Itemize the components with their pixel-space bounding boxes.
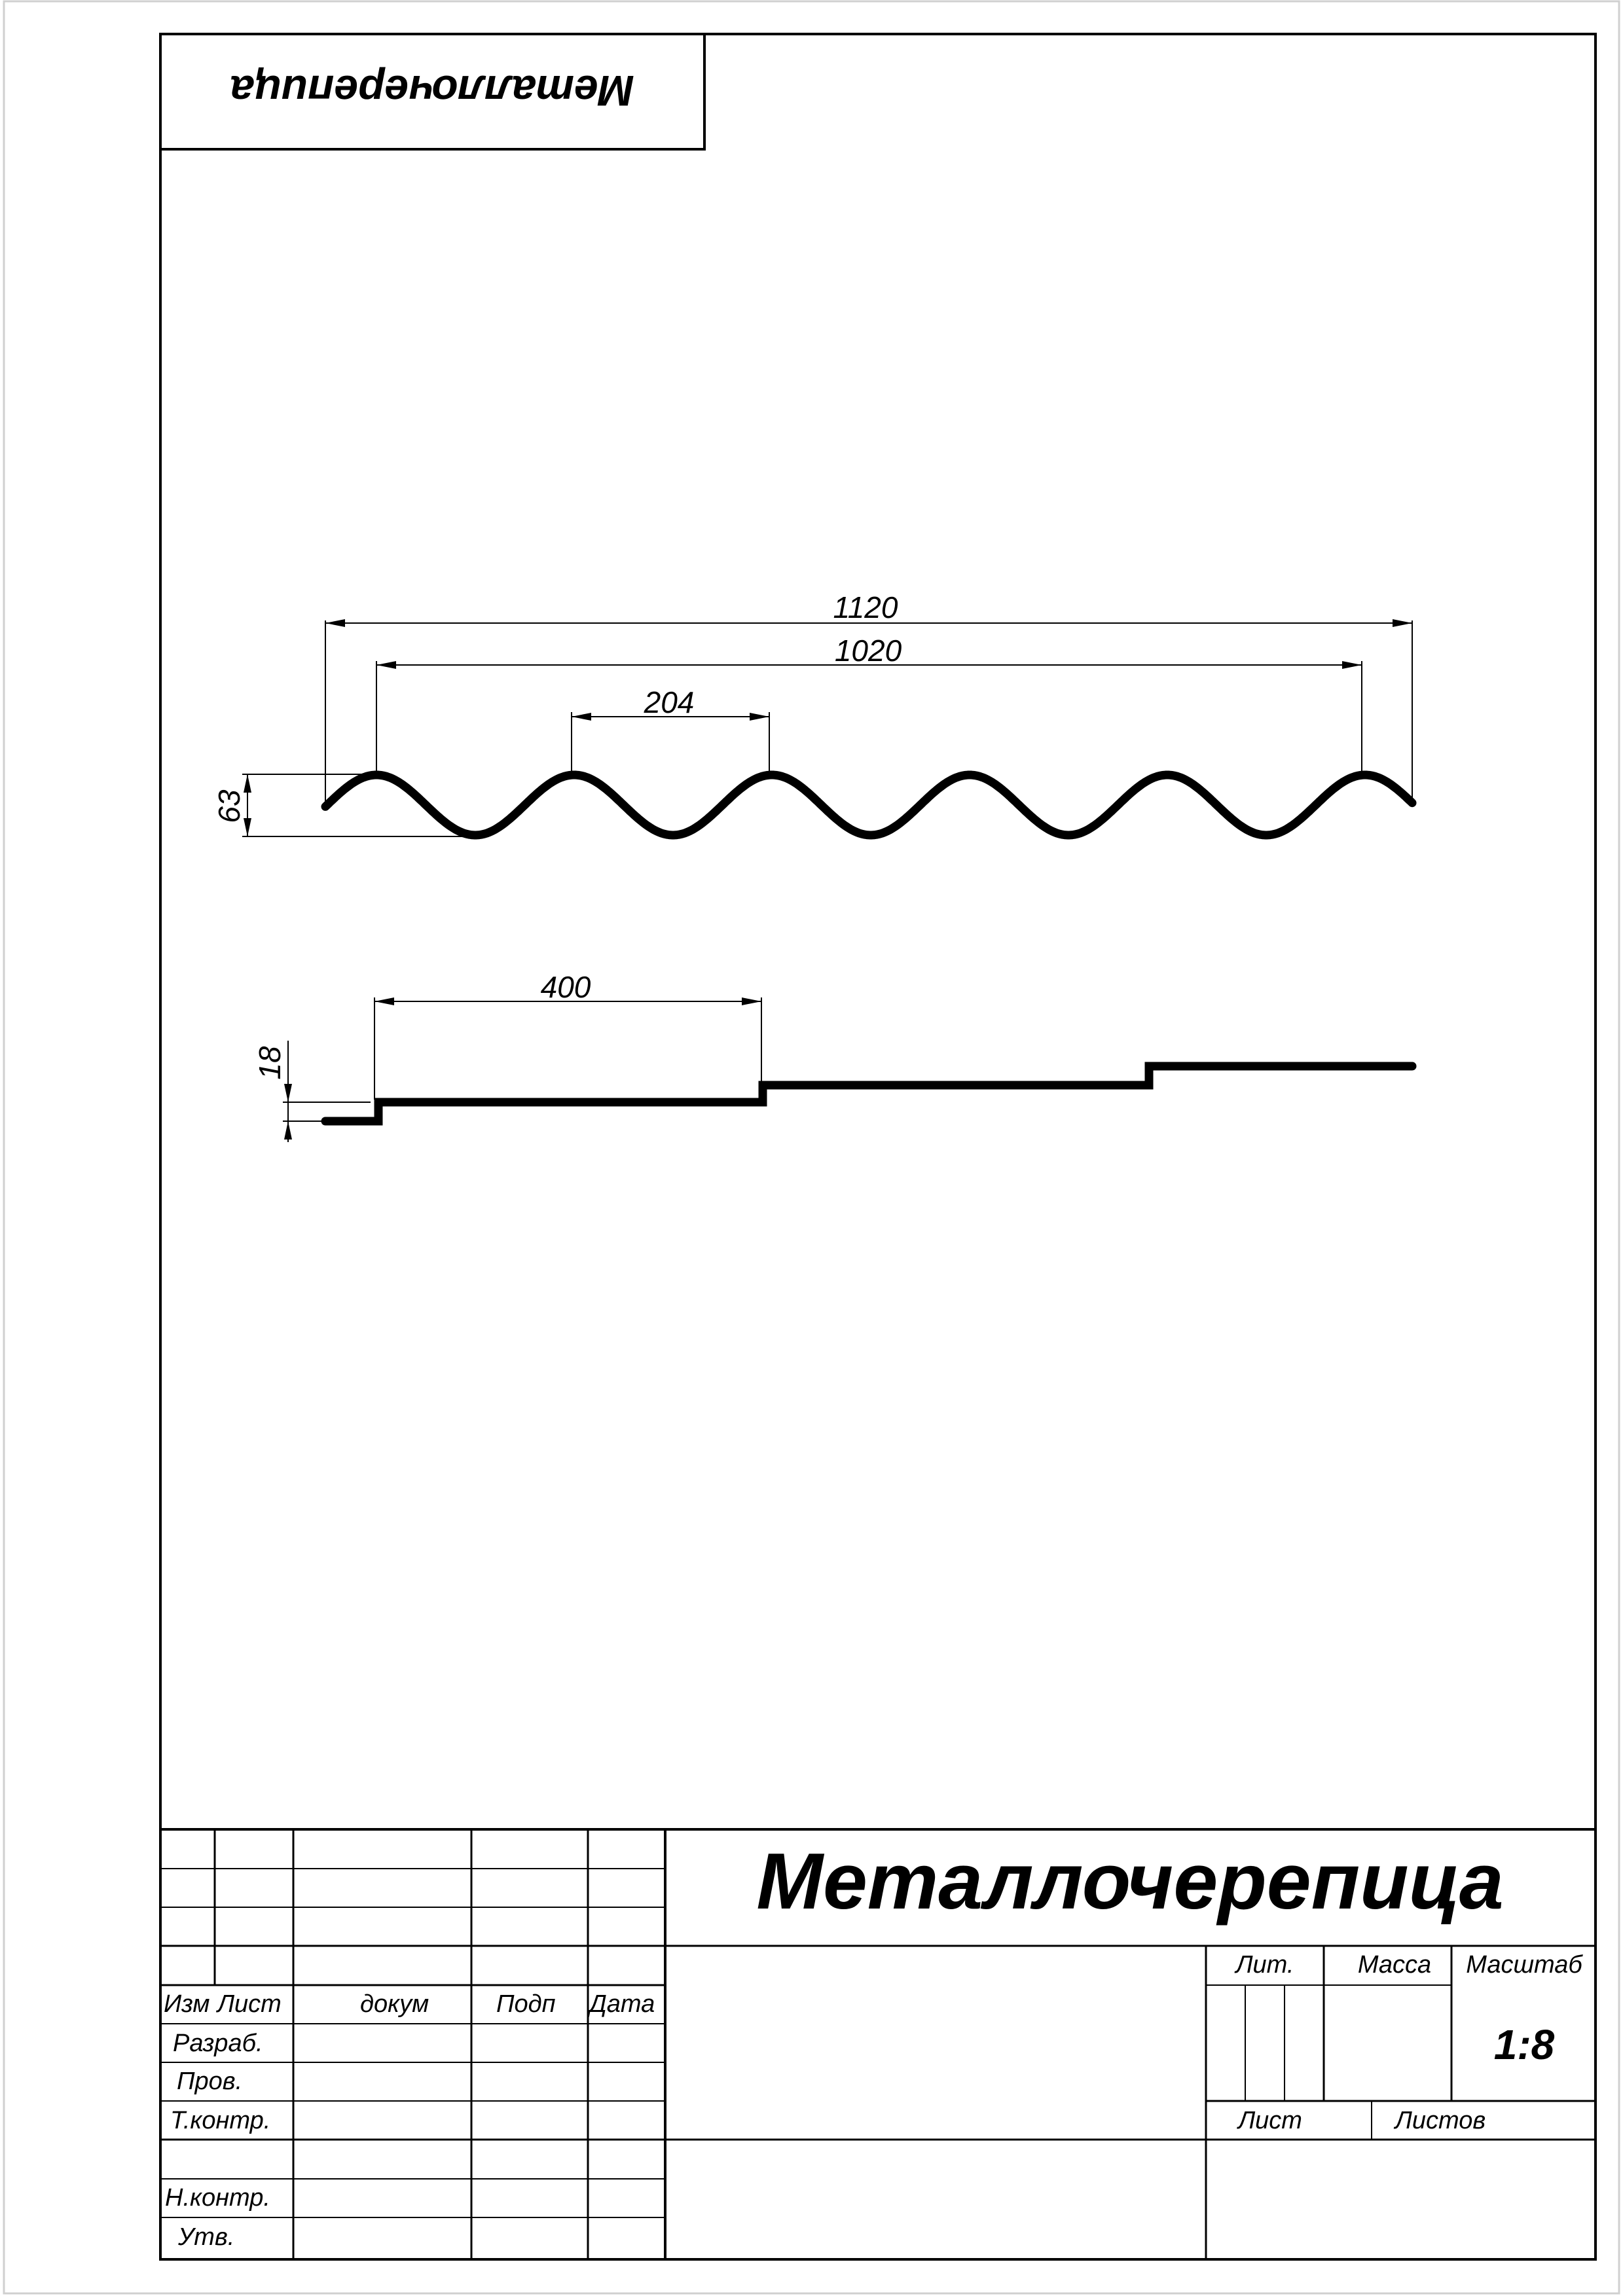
col-izm-label: Изм (164, 1990, 210, 2018)
dimension-step-height-label: 18 (253, 1046, 287, 1080)
dimension-effective-width-label: 1020 (834, 634, 902, 668)
step-profile-line (325, 1066, 1412, 1121)
drawing-title: Металлочерепица (756, 1837, 1504, 1926)
row-prov-label: Пров. (177, 2068, 243, 2095)
listov-label: Листов (1395, 2107, 1486, 2134)
list-label: Лист (1238, 2107, 1302, 2134)
masshtab-label: Масштаб (1466, 1951, 1582, 1979)
lit-label: Лит. (1235, 1951, 1294, 1979)
page-trim-border (4, 1, 1619, 2293)
corner-stamp (160, 34, 704, 149)
scale-value: 1:8 (1493, 2021, 1555, 2068)
step-profile-section (253, 970, 1412, 1142)
wave-profile-line (325, 775, 1412, 835)
dimension-wave-pitch-label: 204 (644, 685, 695, 719)
massa-label: Масса (1357, 1951, 1432, 1979)
col-list-label: Лист (217, 1990, 282, 2018)
col-podp-label: Подп (496, 1990, 556, 2018)
dimension-step-height (283, 1041, 371, 1142)
dimension-step-length-label: 400 (540, 970, 591, 1004)
row-tkontr-label: Т.контр. (170, 2107, 271, 2134)
row-utv-label: Утв. (178, 2223, 235, 2251)
dimension-wave-height-label: 63 (212, 789, 246, 823)
dimension-step-length (374, 997, 761, 1100)
corner-stamp-text: Металлочерепица (230, 67, 634, 115)
dimension-wave-pitch (572, 712, 769, 772)
drawing-frame (160, 34, 1596, 2259)
dimension-effective-width (376, 661, 1362, 778)
col-dokum-label: докум (360, 1990, 429, 2018)
row-razrab-label: Разраб. (173, 2030, 263, 2057)
wave-profile-section (212, 590, 1412, 836)
dimension-overall-width-label: 1120 (833, 590, 898, 624)
row-nkontr-label: Н.контр. (165, 2184, 270, 2212)
col-data-label: Дата (589, 1990, 655, 2018)
